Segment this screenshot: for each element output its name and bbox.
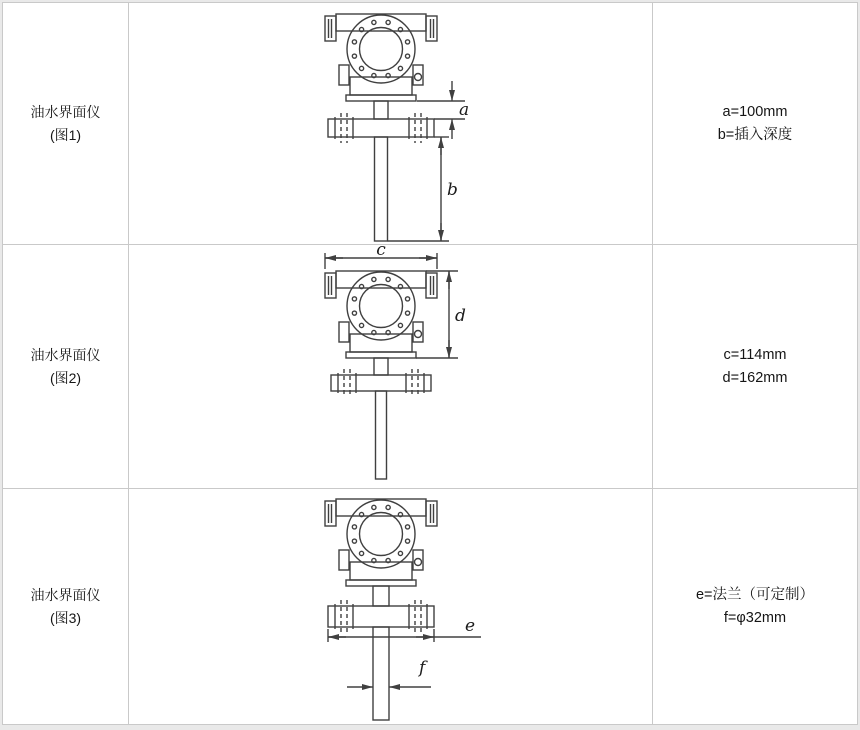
bezel-bolt <box>386 277 390 281</box>
bezel-bolt <box>359 551 363 555</box>
head-body <box>350 77 412 95</box>
spec-line-b: b=插入深度 <box>717 126 793 143</box>
head-rim <box>346 580 416 586</box>
bezel-bolt <box>372 20 376 24</box>
dimension-lines <box>328 629 481 687</box>
bezel-ring <box>347 500 415 568</box>
bezel-bolt <box>372 73 376 77</box>
figure1-instrument-drawing <box>129 3 652 244</box>
bezel-bolt <box>398 512 402 516</box>
figure2-instrument-drawing <box>129 245 652 488</box>
neck <box>374 101 388 119</box>
spec-line-e: e=法兰（可定制） <box>695 586 815 603</box>
left-lug <box>339 322 349 342</box>
neck <box>373 586 389 606</box>
spec-line-f: f=φ32mm <box>723 609 787 626</box>
conduit-entry <box>415 74 422 81</box>
row1-label-cell <box>3 3 128 244</box>
spec-table <box>2 2 858 725</box>
head-rim <box>346 352 416 358</box>
bezel-bolt <box>405 54 409 58</box>
bezel-ring <box>347 15 415 83</box>
bezel-bolt <box>359 27 363 31</box>
bezel-bolt <box>398 551 402 555</box>
sight-glass <box>360 28 403 71</box>
bezel-bolt <box>372 558 376 562</box>
bezel-bolt <box>352 40 356 44</box>
conduit-entry <box>415 559 422 566</box>
bezel-ring <box>347 272 415 340</box>
instrument-name-text: 油水界面仪 <box>30 103 101 120</box>
dimension-lines <box>388 81 466 241</box>
bezel-bolt <box>372 330 376 334</box>
bezel-bolt <box>398 323 402 327</box>
dimension-letter: c <box>376 245 386 260</box>
spec-line-c: c=114mm <box>723 346 787 363</box>
bezel-bolt <box>386 73 390 77</box>
left-lug <box>339 550 349 570</box>
bezel-bolt <box>405 40 409 44</box>
spec-line-a: a=100mm <box>722 103 788 120</box>
transmitter-head <box>325 14 437 101</box>
bezel-bolt <box>352 54 356 58</box>
bezel-bolt <box>359 323 363 327</box>
mounting-flange <box>331 369 431 397</box>
probe-rod <box>375 137 388 241</box>
probe-rod <box>376 391 387 479</box>
bezel-bolt <box>398 284 402 288</box>
bezel-bolt <box>372 505 376 509</box>
bezel-bolt <box>386 330 390 334</box>
row3-label-cell <box>3 489 128 724</box>
bezel-bolt <box>372 277 376 281</box>
head-rim <box>346 95 416 101</box>
figure2-number-text: (图2) <box>49 369 82 386</box>
bezel-bolt <box>352 311 356 315</box>
spec-line-d: d=162mm <box>722 369 788 386</box>
sight-glass <box>360 513 403 556</box>
bezel-bolt <box>398 27 402 31</box>
bezel-bolt <box>386 505 390 509</box>
bezel-bolt <box>405 539 409 543</box>
conduit-entry <box>415 331 422 338</box>
bezel-bolt <box>359 284 363 288</box>
head-body <box>350 562 412 580</box>
instrument-name-text: 油水界面仪 <box>30 346 101 363</box>
figure3-number-text: (图3) <box>49 609 82 626</box>
bezel-bolt <box>352 297 356 301</box>
row2-spec-cell <box>653 245 857 488</box>
mounting-flange <box>328 113 434 143</box>
figure3-diagram-cell <box>129 489 652 724</box>
bezel-bolt <box>352 525 356 529</box>
bezel-bolt <box>398 66 402 70</box>
bezel-bolt <box>386 20 390 24</box>
head-body <box>350 334 412 352</box>
left-lug <box>339 65 349 85</box>
sight-glass <box>360 285 403 328</box>
instrument-name-text: 油水界面仪 <box>30 586 101 603</box>
mounting-flange <box>328 600 434 633</box>
row2-label-cell <box>3 245 128 488</box>
dimension-letter: b <box>447 180 458 200</box>
bezel-bolt <box>359 512 363 516</box>
dimension-letter: d <box>455 306 466 326</box>
transmitter-head <box>325 271 437 358</box>
figure1-number-text: (图1) <box>49 126 82 143</box>
figure3-instrument-drawing <box>129 489 652 724</box>
bezel-bolt <box>386 558 390 562</box>
figure2-diagram-cell <box>129 245 652 488</box>
probe-rod <box>373 627 389 720</box>
bezel-bolt <box>352 539 356 543</box>
dimension-letter: e <box>465 616 476 636</box>
bezel-bolt <box>405 297 409 301</box>
bezel-bolt <box>359 66 363 70</box>
transmitter-head <box>325 499 437 586</box>
dimension-letter: f <box>419 658 426 678</box>
figure1-diagram-cell <box>129 3 652 244</box>
row1-spec-cell <box>653 3 857 244</box>
neck <box>374 358 388 375</box>
bezel-bolt <box>405 525 409 529</box>
bezel-bolt <box>405 311 409 315</box>
dimension-letter: a <box>459 100 470 120</box>
row3-spec-cell <box>653 489 857 724</box>
